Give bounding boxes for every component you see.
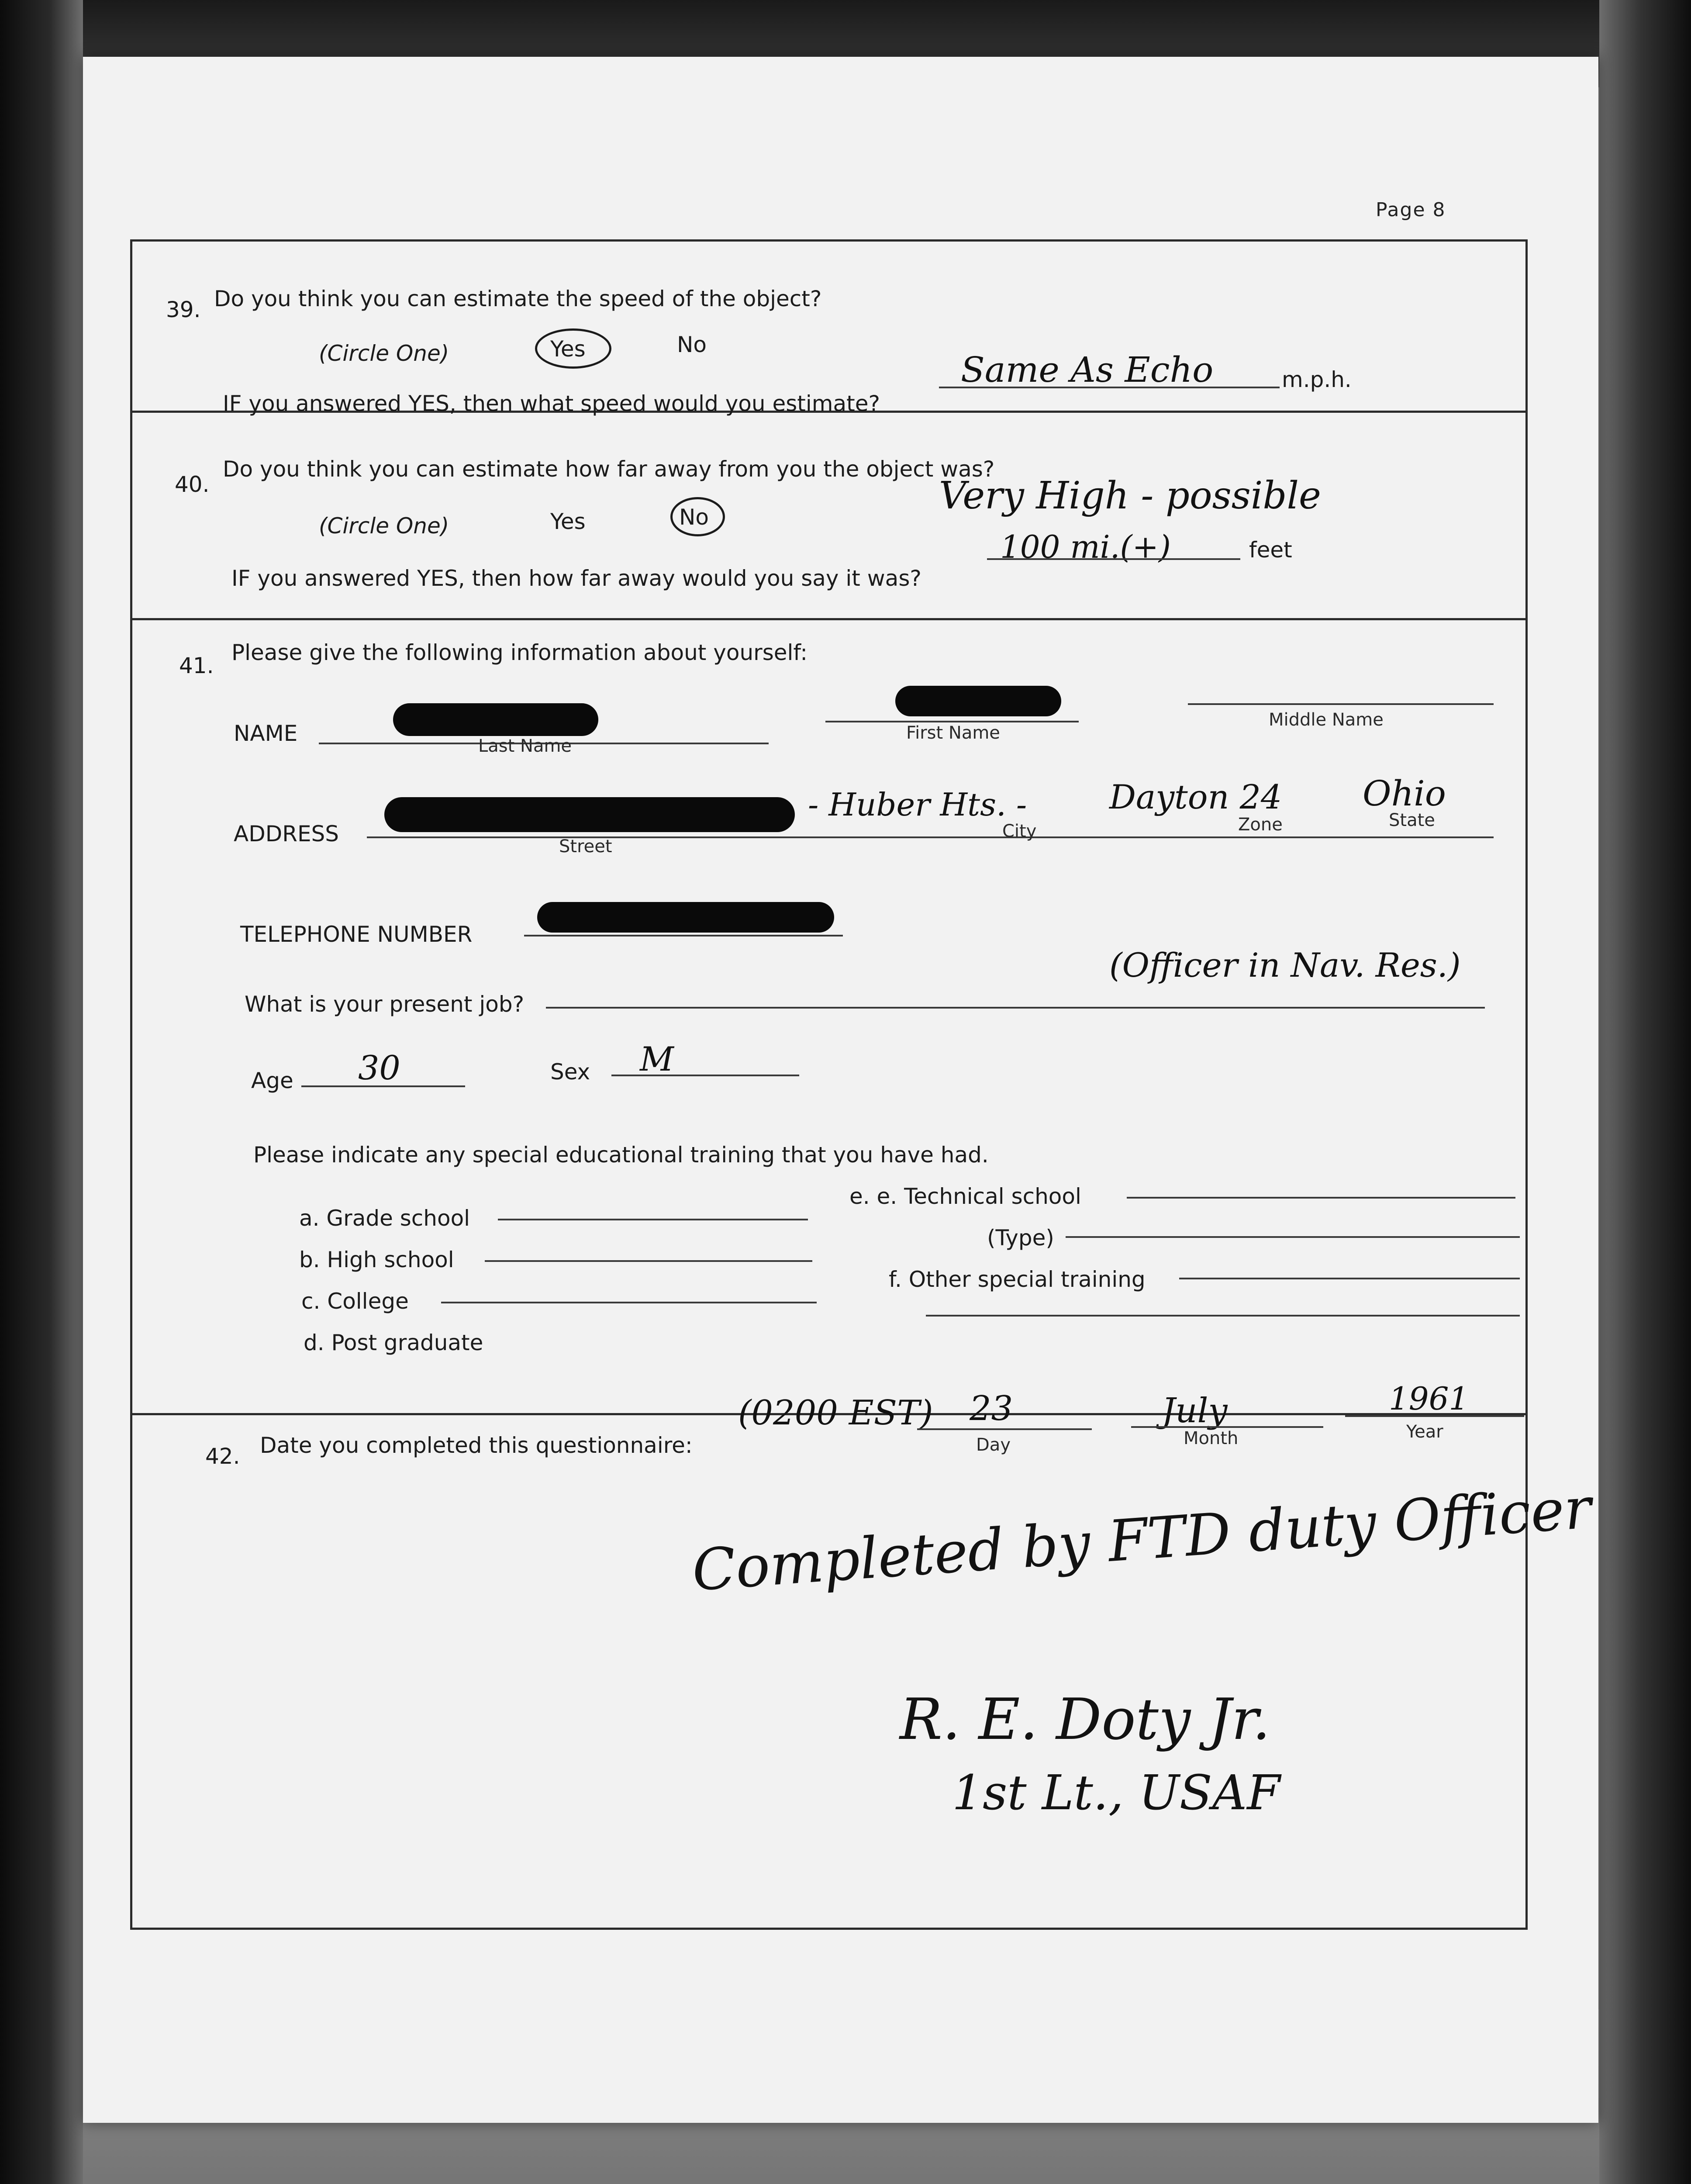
page-number: Page 8 [1376,199,1446,221]
edu-grade-school-label: a. Grade school [299,1206,470,1231]
completion-note: Completed by FTD duty Officer [690,1475,1594,1604]
edu-type-label: (Type) [987,1225,1054,1251]
sex-value: M [640,1040,674,1078]
q40-followup: IF you answered YES, then how far away would you say it was? [231,566,921,591]
q41-number: 41. [179,653,214,678]
edu-type-line [1066,1236,1520,1238]
q39-circle-one: (Circle One) [319,341,449,366]
state-value: Ohio [1363,773,1446,814]
q40-circle-one: (Circle One) [319,513,449,539]
name-label: NAME [234,721,298,746]
edu-technical-school-label: e. e. Technical school [849,1184,1081,1209]
divider-q40-q41 [130,618,1528,620]
middle-name-line [1188,703,1494,705]
q42-day-value: 23 [970,1389,1013,1428]
redacted-telephone [537,902,834,933]
education-prompt: Please indicate any special educational training that you have had. [253,1142,989,1168]
edu-college-line [441,1302,817,1303]
q40-no-option: No [679,505,709,530]
q39-followup: IF you answered YES, then what speed would you estimate? [223,391,880,416]
redacted-first-name [895,686,1061,716]
edu-high-school-label: b. High school [299,1247,454,1272]
signature-name: R. E. Doty Jr. [900,1686,1270,1752]
edu-high-school-line [485,1260,812,1262]
age-label: Age [251,1068,293,1093]
q39-question: Do you think you can estimate the speed of the object? [214,286,822,311]
zone-label: Zone [1238,815,1283,835]
edu-other-training-line-2 [926,1315,1520,1317]
q42-year-line [1345,1415,1524,1417]
q40-answer-line [987,558,1240,560]
q40-yes-option: Yes [550,509,586,534]
age-value: 30 [358,1048,400,1087]
q39-number: 39. [166,297,201,322]
q40-unit: feet [1249,537,1292,563]
film-backdrop-right [1599,0,1691,2184]
signature-rank: 1st Lt., USAF [952,1765,1280,1821]
telephone-line [524,935,843,936]
q42-time-prefix: (0200 EST) [738,1393,933,1433]
sex-label: Sex [550,1059,590,1085]
edu-grade-school-line [498,1219,808,1220]
q39-no-option: No [677,332,707,357]
q40-note: Very High - possible [939,474,1321,518]
edu-technical-school-line [1127,1197,1515,1199]
q42-question: Date you completed this questionnaire: [260,1433,693,1458]
address-line [367,836,1494,838]
q42-month-value: July [1162,1391,1228,1431]
edu-other-training-label: f. Other special training [889,1267,1146,1292]
job-line [546,1007,1485,1009]
film-backdrop-left [0,0,83,2184]
q40-number: 40. [175,472,210,497]
q42-day-label: Day [976,1435,1011,1455]
address-label: ADDRESS [234,821,339,847]
telephone-label: TELEPHONE NUMBER [240,922,473,947]
edu-other-training-line [1179,1278,1520,1279]
q42-year-label: Year [1406,1422,1443,1442]
zone-value: Dayton 24 [1109,778,1282,816]
redacted-street [384,797,795,832]
city-value: - Huber Hts. - [808,786,1027,823]
job-label: What is your present job? [245,992,525,1017]
edu-post-graduate-label: d. Post graduate [304,1330,483,1355]
last-name-label: Last Name [478,736,572,756]
q42-number: 42. [205,1444,240,1469]
street-label: Street [559,836,612,857]
edu-college-label: c. College [301,1289,409,1314]
first-name-line [825,721,1079,722]
q39-yes-option: Yes [550,336,586,362]
q39-answer-line [939,387,1280,388]
q42-year-value: 1961 [1389,1380,1469,1417]
job-value: (Officer in Nav. Res.) [1109,946,1461,985]
q39-answer: Same As Echo [961,349,1214,390]
q40-question: Do you think you can estimate how far away from you the object was? [223,456,995,482]
q42-month-label: Month [1184,1428,1239,1448]
q41-prompt: Please give the following information about yourself: [231,640,808,665]
redacted-last-name [393,703,598,736]
q39-unit: m.p.h. [1282,367,1352,392]
state-label: State [1389,810,1435,830]
middle-name-label: Middle Name [1269,710,1384,730]
q42-month-line [1131,1426,1323,1428]
q40-answer: 100 mi.(+) [1000,529,1171,565]
first-name-label: First Name [906,723,1000,743]
q42-day-line [917,1428,1092,1430]
city-label: City [1002,821,1037,841]
